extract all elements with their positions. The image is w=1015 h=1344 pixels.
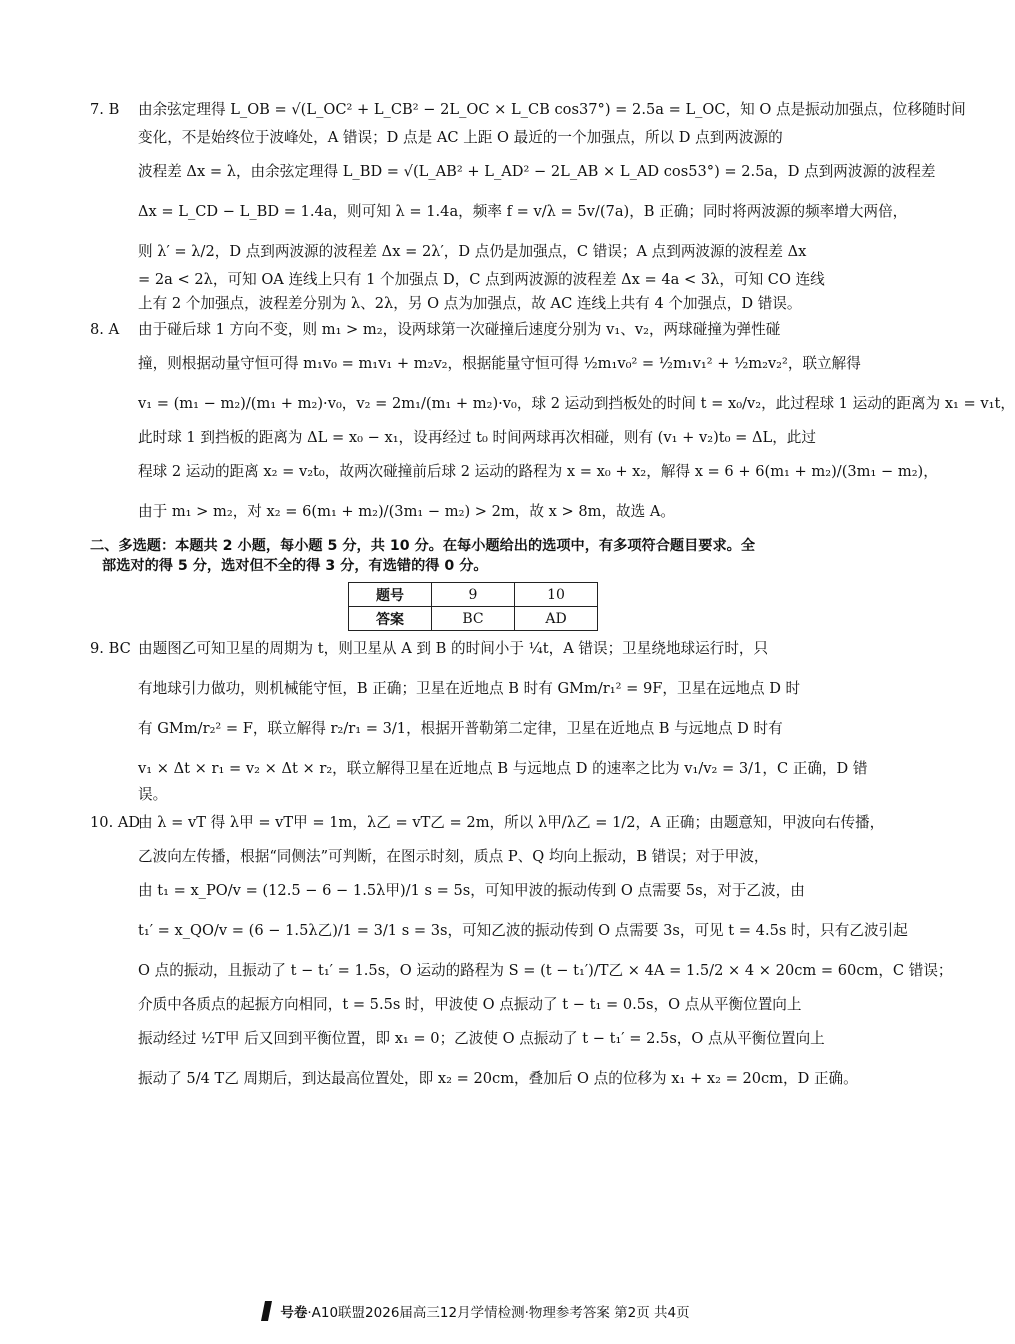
solution-line: Δx = L_CD − L_BD = 1.4a，则可知 λ = 1.4a，频率 f = v/λ = 5v/(7a)，B 正确；同时将两波源的频率增大两倍，	[138, 203, 908, 220]
question-10	[90, 813, 953, 1089]
solution-line: 有地球引力做功，则机械能守恒，B 正确；卫星在近地点 B 时有 GMm/r₁² = 9F，卫星在远地点 D 时	[138, 680, 801, 697]
solution-line: t₁′ = x_QO/v = (6 − 1.5λ乙)/1 = 3/1 s = 3s，可知乙波的振动传到 O 点需要 3s，可见 t = 4.5s 时，只有乙波引起	[138, 922, 908, 939]
solution-line: 由 t₁ = x_PO/v = (12.5 − 6 − 1.5λ甲)/1 s = 5s，可知甲波的振动传到 O 点需要 5s，对于乙波，由	[138, 882, 805, 899]
solution-line: 有 GMm/r₂² = F，联立解得 r₂/r₁ = 3/1，根据开普勒第二定律，卫星在近地点 B 与远地点 D 时有	[138, 720, 783, 737]
solution-line: 由题图乙可知卫星的周期为 t，则卫星从 A 到 B 的时间小于 ¼t，A 错误；卫星绕地球运行时，只	[138, 640, 769, 657]
question-number: 10. AD	[90, 814, 141, 831]
solution-line: 则 λ′ = λ/2，D 点到两波源的波程差 Δx = 2λ′，D 点仍是加强点，C 错误；A 点到两波源的波程差 Δx	[138, 243, 807, 260]
section-header: 二、多选题：本题共 2 小题，每小题 5 分，共 10 分。在每小题给出的选项中，有多项符合题目要求。全 部选对的得 5 分，选对但不全的得 3 分，有选错的得 0 分。	[90, 538, 756, 574]
table-cell: AD	[515, 607, 598, 631]
solution-line: 上有 2 个加强点，波程差分别为 λ、2λ，另 O 点为加强点，故 AC 连线上共有 4 个加强点，D 错误。	[138, 295, 802, 312]
question-number: 8. A	[90, 321, 120, 338]
solution-line: O 点的振动，且振动了 t − t₁′ = 1.5s，O 运动的路程为 S = (t − t₁′)/T乙 × 4A = 1.5/2 × 4 × 20cm = 60cm，C 错误；	[138, 962, 953, 979]
solution-line: 由于 m₁ > m₂，对 x₂ = 6(m₁ + m₂)/(3m₁ − m₂) > 2m，故 x > 8m，故选 A。	[138, 503, 676, 520]
table-cell: 9	[432, 583, 515, 607]
question-7	[90, 100, 966, 314]
answer-page	[90, 100, 1015, 1089]
solution-line: 变化，不是始终位于波峰处，A 错误；D 点是 AC 上距 O 最近的一个加强点，所以 D 点到两波源的	[138, 129, 783, 146]
solution-line: v₁ × Δt × r₁ = v₂ × Δt × r₂，联立解得卫星在近地点 B 与远地点 D 的速率之比为 v₁/v₂ = 3/1，C 正确，D 错	[138, 760, 868, 777]
brand-logo-text: 号卷	[280, 1305, 308, 1321]
table-row	[349, 583, 598, 607]
table-header-cell: 答案	[349, 607, 432, 631]
solution-line: 由 λ = vT 得 λ甲 = vT甲 = 1m，λ乙 = vT乙 = 2m，所以 λ甲/λ乙 = 1/2，A 正确；由题意知，甲波向右传播，	[138, 814, 885, 831]
table-cell: 10	[515, 583, 598, 607]
solution-line: 撞，则根据动量守恒可得 m₁v₀ = m₁v₁ + m₂v₂，根据能量守恒可得 ½m₁v₀² = ½m₁v₁² + ½m₂v₂²，联立解得	[138, 355, 861, 372]
answer-table	[348, 582, 598, 631]
question-8	[90, 320, 1015, 522]
solution-line: 波程差 Δx = λ，由余弦定理得 L_BD = √(L_AB² + L_AD² − 2L_AB × L_AD cos53°) = 2.5a，D 点到两波源的波程差	[138, 163, 936, 180]
solution-line: 误。	[138, 786, 168, 803]
solution-line: 介质中各质点的起振方向相同，t = 5.5s 时，甲波使 O 点振动了 t − t₁ = 0.5s，O 点从平衡位置向上	[138, 996, 802, 1013]
solution-line: 振动经过 ½T甲 后又回到平衡位置，即 x₁ = 0；乙波使 O 点振动了 t − t₁′ = 2.5s，O 点从平衡位置向上	[138, 1030, 825, 1047]
page-footer	[0, 1300, 950, 1326]
solution-line: 此时球 1 到挡板的距离为 ΔL = x₀ − x₁，设再经过 t₀ 时间两球再次相碰，则有 (v₁ + v₂)t₀ = ΔL，此过	[138, 429, 816, 446]
solution-line: 由于碰后球 1 方向不变，则 m₁ > m₂，设两球第一次碰撞后速度分别为 v₁、v₂，两球碰撞为弹性碰	[138, 321, 781, 338]
footer-text: ·A10联盟2026届高三12月学情检测·物理参考答案 第2页 共4页	[307, 1305, 690, 1321]
table-row	[349, 607, 598, 631]
solution-line: 程球 2 运动的距离 x₂ = v₂t₀，故两次碰撞前后球 2 运动的路程为 x = x₀ + x₂，解得 x = 6 + 6(m₁ + m₂)/(3m₁ − m₂)，	[138, 463, 938, 480]
solution-line: = 2a < 2λ，可知 OA 连线上只有 1 个加强点 D，C 点到两波源的波程差 Δx = 4a < 3λ，可知 CO 连线	[138, 271, 825, 288]
solution-line: v₁ = (m₁ − m₂)/(m₁ + m₂)·v₀，v₂ = 2m₁/(m₁ + m₂)·v₀，球 2 运动到挡板处的时间 t = x₀/v₂，此过程球 1 运动的距离为 x₁ = v₁t，	[138, 395, 1015, 412]
solution-line: 乙波向左传播，根据“同侧法”可判断，在图示时刻，质点 P、Q 均向上振动，B 错误；对于甲波，	[138, 848, 769, 865]
brand-logo-icon	[260, 1300, 274, 1326]
table-header-cell: 题号	[349, 583, 432, 607]
question-9	[90, 639, 868, 805]
table-cell: BC	[432, 607, 515, 631]
question-number: 9. BC	[90, 640, 131, 657]
solution-line: 由余弦定理得 L_OB = √(L_OC² + L_CB² − 2L_OC × L_CB cos37°) = 2.5a = L_OC，知 O 点是振动加强点，位移随时间	[138, 101, 966, 118]
solution-line: 振动了 5/4 T乙 周期后，到达最高位置处，即 x₂ = 20cm，叠加后 O 点的位移为 x₁ + x₂ = 20cm，D 正确。	[138, 1070, 858, 1087]
question-number: 7. B	[90, 101, 120, 118]
